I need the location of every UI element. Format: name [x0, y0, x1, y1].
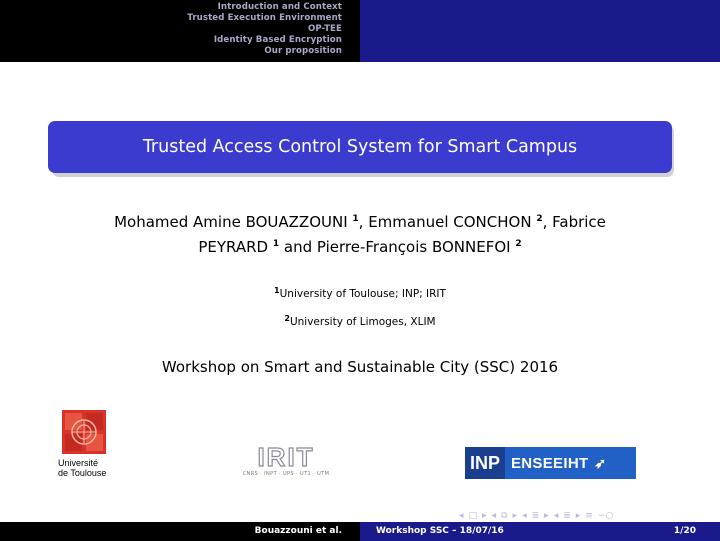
nav-item-tee[interactable]: Trusted Execution Environment: [187, 13, 342, 23]
affiliation-1: $^1$University of Toulouse; INP; IRIT: [274, 286, 446, 300]
irit-logo: [212, 442, 362, 481]
nav-section-icon[interactable]: ≣: [563, 511, 571, 521]
universite-toulouse-logo: [58, 408, 116, 480]
nav-item-ibe[interactable]: Identity Based Encryption: [213, 35, 342, 45]
nav-subsection-icon[interactable]: ≣: [531, 511, 540, 521]
inp-enseeiht-logo: [465, 447, 636, 479]
authors-line-2: PEYRARD $^1$ and Pierre-François BONNEFOI $^2$: [198, 238, 522, 256]
authors-line-1: Mohamed Amine BOUAZZOUNI $^1$, Emmanuel CONCHON $^2$, Fabrice: [114, 213, 606, 231]
nav-item-introduction[interactable]: Introduction and Context: [217, 2, 342, 12]
nav-prev-frame-icon[interactable]: ◂: [491, 511, 497, 521]
slide-title: Trusted Access Control System for Smart Campus: [142, 137, 578, 157]
beamer-nav-symbols: [459, 510, 709, 522]
inp-wordmark: INP: [465, 447, 505, 479]
enseeiht-wordmark: ENSEEIHT: [511, 454, 589, 472]
footer-page-number: 1/20: [673, 526, 696, 536]
irit-wordmark: IRIT: [257, 442, 315, 472]
footer-event: Workshop SSC – 18/07/16: [376, 526, 504, 536]
header-right-panel: [360, 0, 720, 62]
footer-author: Bouazzouni et al.: [0, 522, 360, 541]
nav-prev-slide-icon[interactable]: ◂: [459, 511, 464, 521]
header-nav-bar: [0, 0, 720, 62]
nav-prev-subsection-icon[interactable]: ◂: [522, 511, 527, 521]
nav-search-icon[interactable]: ∽○: [597, 511, 614, 521]
toulouse-emblem-icon: [62, 410, 106, 454]
nav-frame-icon[interactable]: ⧉: [501, 511, 508, 521]
ut-logo-line-1: Université: [58, 458, 99, 468]
nav-next-slide-icon[interactable]: ▸: [482, 511, 487, 521]
irit-subtitle: CNRS · INPT · UPS · UT1 · UTM: [242, 471, 330, 477]
authors: [60, 208, 660, 258]
nav-item-optee[interactable]: OP-TEE: [308, 24, 342, 34]
nav-next-section-icon[interactable]: ▸: [575, 511, 581, 521]
nav-next-frame-icon[interactable]: ▸: [512, 511, 518, 521]
section-nav: [0, 0, 360, 62]
enseeiht-swoosh-icon: ➶: [594, 454, 607, 471]
nav-slide-icon[interactable]: □: [468, 511, 478, 521]
affiliation-2: $^2$University of Limoges, XLIM: [284, 314, 436, 328]
footer-bar: [0, 522, 720, 541]
nav-prev-section-icon[interactable]: ◂: [553, 511, 559, 521]
event-name: Workshop on Smart and Sustainable City (SSC) 2016: [161, 358, 559, 376]
nav-item-proposition[interactable]: Our proposition: [264, 46, 342, 56]
title-box: [48, 121, 672, 173]
nav-align-icon[interactable]: ≡: [585, 511, 593, 521]
ut-logo-line-2: de Toulouse: [58, 468, 107, 478]
nav-next-subsection-icon[interactable]: ▸: [544, 511, 549, 521]
